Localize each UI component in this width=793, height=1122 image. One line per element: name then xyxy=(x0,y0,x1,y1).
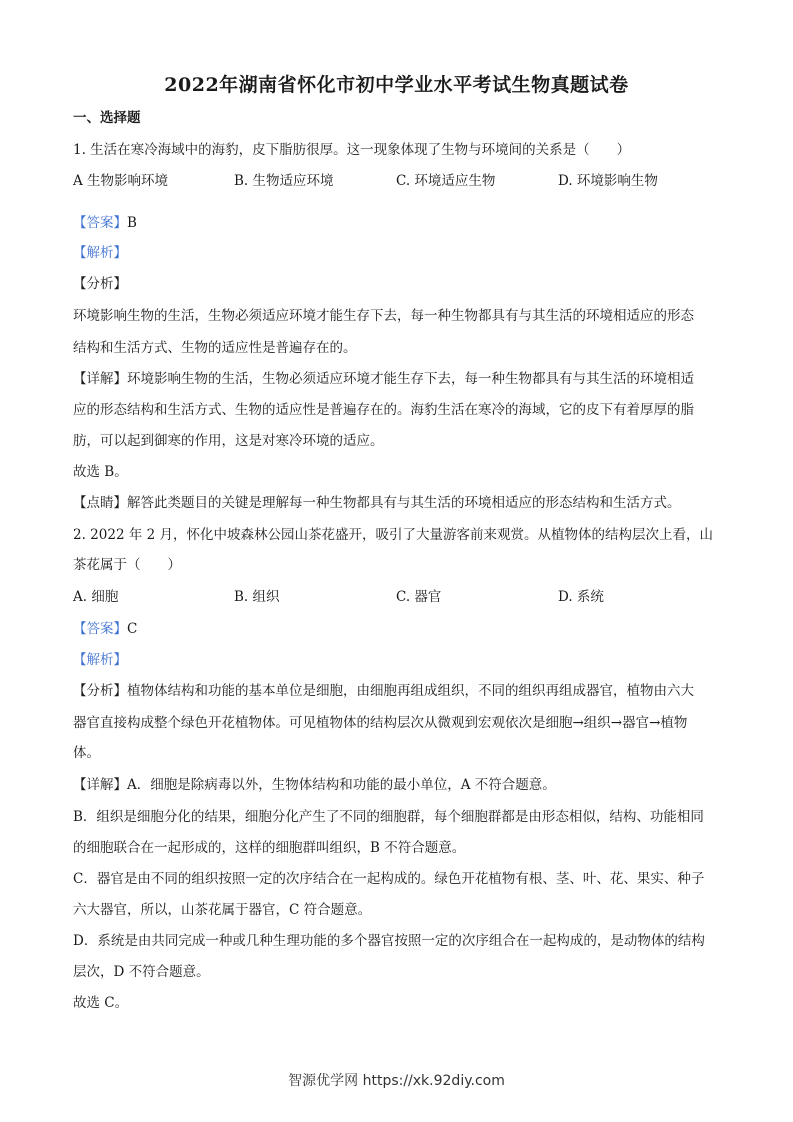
q2-detail-line-1: 【详解】A．细胞是除病毒以外，生物体结构和功能的最小单位，A 不符合题意。 xyxy=(73,777,556,793)
q1-answer-value: B xyxy=(127,215,137,231)
q1-fenxi-line-2: 结构和生活方式、生物的适应性是普遍存在的。 xyxy=(73,340,357,356)
q1-jiexi-tag: 【解析】 xyxy=(73,245,127,261)
q1-fenxi-tag: 【分析】 xyxy=(73,276,127,292)
q1-option-d: D. 环境影响生物 xyxy=(558,173,658,189)
q1-choice: 故选 B。 xyxy=(73,464,128,480)
q2-answer-value: C xyxy=(127,621,138,637)
q1-option-c: C. 环境适应生物 xyxy=(396,173,496,189)
page-title: 2022年湖南省怀化市初中学业水平考试生物真题试卷 xyxy=(164,74,629,96)
q2-answer xyxy=(73,619,723,639)
q1-answer xyxy=(73,213,723,233)
q2-option-d: D. 系统 xyxy=(558,589,604,605)
q1-detail-line-2: 应的形态结构和生活方式、生物的适应性是普遍存在的。海豹生活在寒冷的海域，它的皮下有着厚厚的脂 xyxy=(73,402,694,418)
q1-stem: 1. 生活在寒冷海域中的海豹，皮下脂肪很厚。这一现象体现了生物与环境间的关系是（ ） xyxy=(73,142,631,158)
q2-d-line-1: D．系统是由共同完成一种或几种生理功能的多个器官按照一定的次序组合在一起构成的，是动物体的结构 xyxy=(73,933,705,949)
q1-fenxi-line-1: 环境影响生物的生活，生物必须适应环境才能生存下去，每一种生物都具有与其生活的环境相适应的形态 xyxy=(73,308,694,324)
q2-jiexi-tag: 【解析】 xyxy=(73,652,127,668)
q2-choice: 故选 C。 xyxy=(73,995,129,1011)
q2-d-line-2: 层次，D 不符合题意。 xyxy=(73,964,210,980)
q1-remark: 【点睛】解答此类题目的关键是理解每一种生物都具有与其生活的环境相适应的形态结构和生活方式。 xyxy=(73,495,681,511)
q2-fenxi-line-3: 体。 xyxy=(73,745,100,761)
section-heading: 一、选择题 xyxy=(73,110,141,126)
q1-answer-tag: 【答案】 xyxy=(73,215,127,231)
q1-option-a: A 生物影响环境 xyxy=(73,173,169,189)
q1-detail-line-1: 【详解】环境影响生物的生活，生物必须适应环境才能生存下去，每一种生物都具有与其生活的环境相适 xyxy=(73,371,694,387)
q2-fenxi-line-2: 器官直接构成整个绿色开花植物体。可见植物体的结构层次从微观到宏观依次是细胞→组织→器官→植物 xyxy=(73,715,688,731)
q2-b-line-1: B．组织是细胞分化的结果，细胞分化产生了不同的细胞群，每个细胞群都是由形态相似，结构、功能相同 xyxy=(73,809,704,825)
q2-option-b: B. 组织 xyxy=(234,589,280,605)
q2-c-line-2: 六大器官，所以，山茶花属于器官，C 符合题意。 xyxy=(73,902,372,918)
q2-option-c: C. 器官 xyxy=(396,589,442,605)
q2-fenxi-line-1: 【分析】植物体结构和功能的基本单位是细胞，由细胞再组成组织，不同的组织再组成器官，植物由六大 xyxy=(73,683,694,699)
q2-stem-line-2: 茶花属于（ ） xyxy=(73,557,181,573)
q2-b-line-2: 的细胞联合在一起形成的，这样的细胞群叫组织，B 不符合题意。 xyxy=(73,840,466,856)
q1-option-b: B. 生物适应环境 xyxy=(234,173,334,189)
q2-answer-tag: 【答案】 xyxy=(73,621,127,637)
q1-detail-line-3: 肪，可以起到御寒的作用，这是对寒冷环境的适应。 xyxy=(73,433,384,449)
q2-option-a: A. 细胞 xyxy=(73,589,119,605)
q2-stem-line-1: 2. 2022 年 2 月，怀化中坡森林公园山茶花盛开，吸引了大量游客前来观赏。从植物体的结构层次上看，山 xyxy=(73,527,713,543)
q2-c-line-1: C．器官是由不同的组织按照一定的次序结合在一起构成的。绿色开花植物有根、茎、叶、花、果实、种子 xyxy=(73,871,705,887)
page-footer-watermark: 智源优学网 https://xk.92diy.com xyxy=(288,1073,505,1089)
